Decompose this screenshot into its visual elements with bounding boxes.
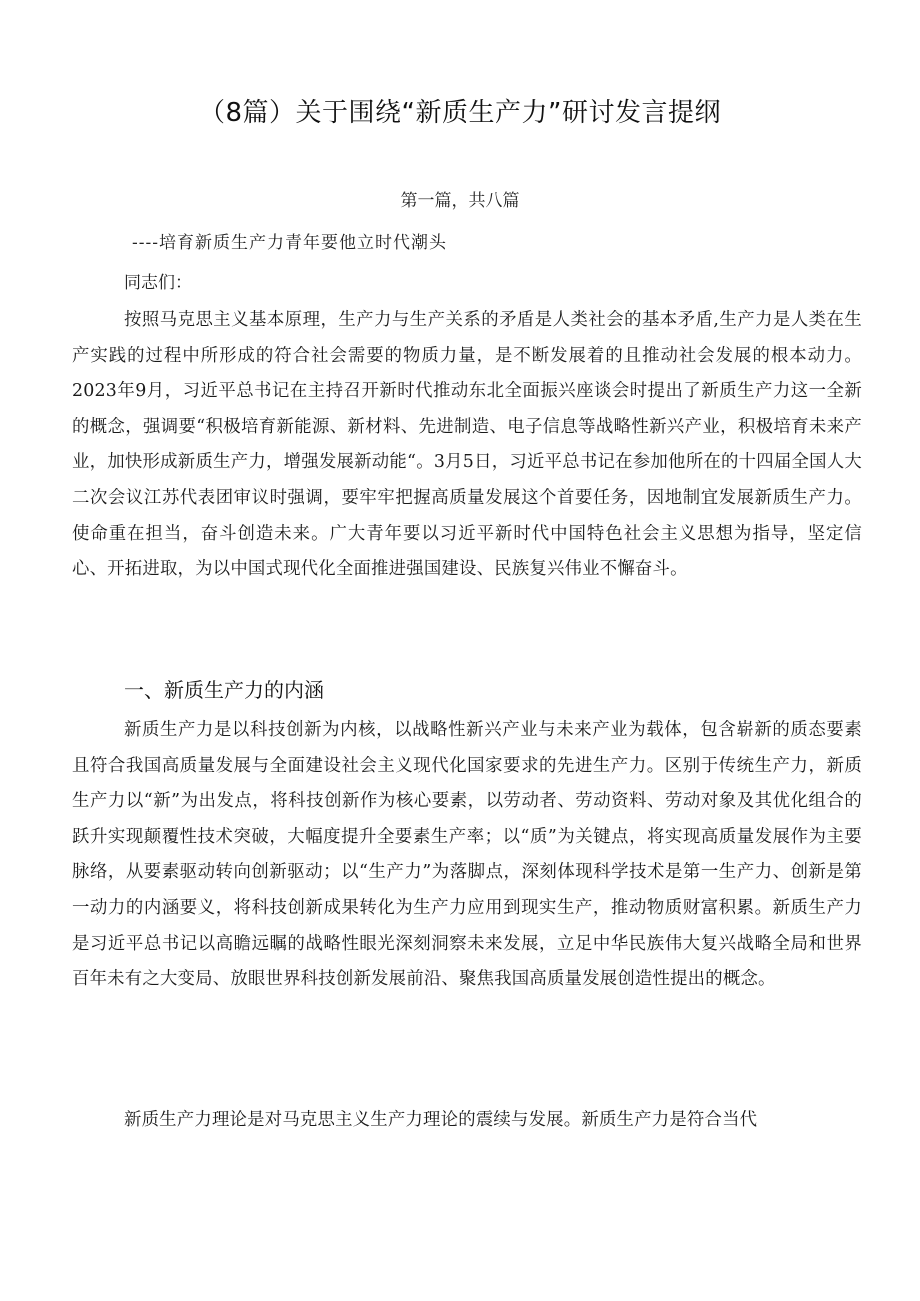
paragraph-2: 新质生产力是以科技创新为内核，以战略性新兴产业与未来产业为载体，包含崭新的质态要素且符合我国高质量发展与全面建设社会主义现代化国家要求的先进生产力。区别于传统生产力，新质生产力以“新”为出发点，将科技创新作为核心要素，以劳动者、劳动资料、劳动对象及其优化组合的跃升实现颠覆性技术突破，大幅度提升全要素生产率；以“质”为关键点，将实现高质量发展作为主要脉络，从要素驱动转向创新驱动；以“生产力”为落脚点，深刻体现科学技术是第一生产力、创新是第一动力的内涵要义，将科技创新成果转化为生产力应用到现实生产，推动物质财富积累。新质生产力是习近平总书记以高瞻远瞩的战略性眼光深刻洞察未来发展，立足中华民族伟大复兴战略全局和世界百年未有之大变局、放眼世界科技创新发展前沿、聚焦我国高质量发展创造性提出的概念。: [72, 720, 862, 990]
paragraph-1: 按照马克思主义基本原理，生产力与生产关系的矛盾是人类社会的基本矛盾,生产力是人类在生产实践的过程中所形成的符合社会需要的物质力量，是不断发展着的且推动社会发展的根本动力。2023年9月，习近平总书记在主持召开新时代推动东北全面振兴座谈会时提出了新质生产力这一全新的概念，强调要“积极培育新能源、新材料、先进制造、电子信息等战略性新兴产业，积极培育未来产业，加快形成新质生产力，增强发展新动能“。3月5日，习近平总书记在参加他所在的十四届全国人大二次会议江苏代表团审议时强调，要牢牢把握高质量发展这个首要任务，因地制宜发展新质生产力。使命重在担当，奋斗创造未来。广大青年要以习近平新时代中国特色社会主义思想为指导，坚定信心、开拓进取，为以中国式现代化全面推进强国建设、民族复兴伟业不懈奋斗。: [72, 310, 862, 580]
subtitle: ----培育新质生产力青年要他立时代潮头: [132, 233, 447, 253]
section-heading: 一、新质生产力的内涵: [124, 678, 324, 702]
salutation: 同志们：: [124, 273, 192, 293]
chapter-label: 第一篇，共八篇: [400, 191, 520, 211]
document-title: （8篇）关于围绕“新质生产力”研讨发言提纲: [199, 98, 721, 128]
paragraph-3: 新质生产力理论是对马克思主义生产力理论的震续与发展。新质生产力是符合当代: [124, 1110, 758, 1130]
